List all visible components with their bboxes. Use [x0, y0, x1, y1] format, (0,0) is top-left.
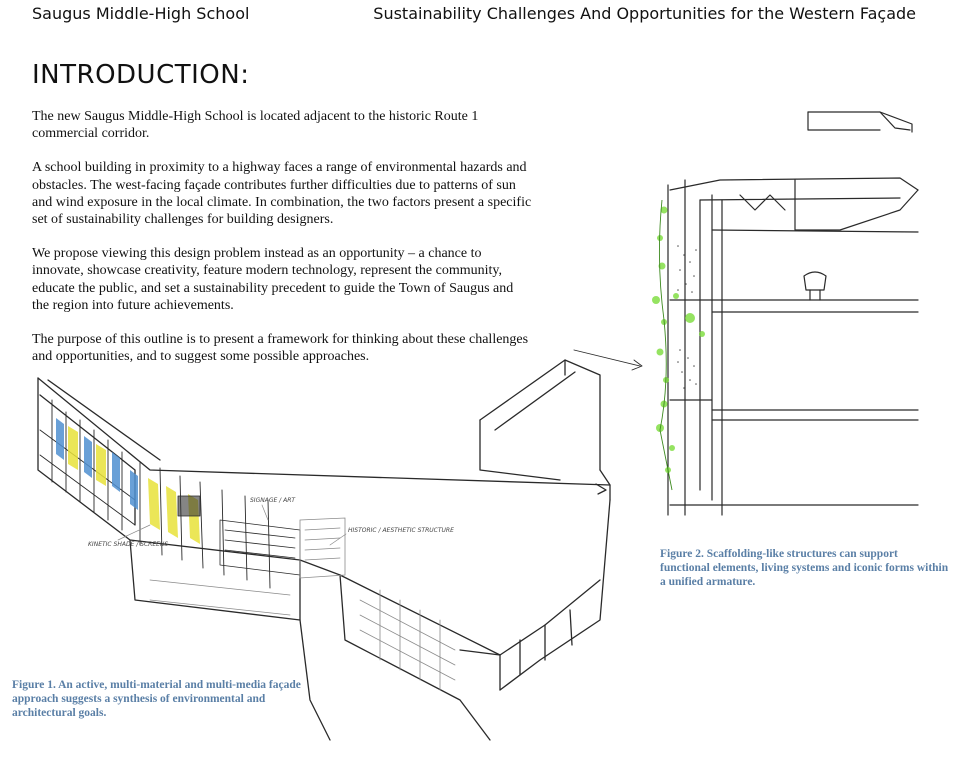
paragraph-2: A school building in proximity to a highway faces a range of environmental hazards and obstacles. The west-facing façade contributes further difficulties due to patterns of sun and wind exposure in the local climate. In combination, the two factors present a specific set of sustainability challenges for building designers. [32, 160, 532, 228]
paragraph-1: The new Saugus Middle-High School is located adjacent to the historic Route 1 commercial corridor. [32, 109, 479, 142]
header-document-title: Sustainability Challenges And Opportunities for the Western Façade [373, 4, 916, 23]
note-signage-art: SIGNAGE / ART [250, 497, 296, 504]
paragraph-4: The purpose of this outline is to present a framework for thinking about these challenges and opportunities, and to suggest some possible approaches. [32, 332, 529, 365]
figure-2-caption: Figure 2. Scaffolding-like structures can support functional elements, living systems and iconic forms within a unified armature. [660, 548, 949, 588]
note-historic-structure: HISTORIC / AESTHETIC STRUCTURE [348, 527, 454, 534]
note-kinetic-shade: KINETIC SHADE / SCREENS [88, 541, 169, 548]
page-title: INTRODUCTION: [32, 60, 250, 90]
figure-1-caption: Figure 1. An active, multi-material and multi-media façade approach suggests a synthesis of environmental and architectural goals. [12, 679, 301, 719]
header-school-name: Saugus Middle-High School [32, 4, 250, 23]
paragraph-3: We propose viewing this design problem instead as an opportunity – a chance to innovate, showcase creativity, feature modern technology, represent the community, educate the public, and set a sustainability precedent to guide the Town of Saugus and the region into future achievements. [32, 246, 514, 313]
introduction-text [32, 108, 532, 382]
